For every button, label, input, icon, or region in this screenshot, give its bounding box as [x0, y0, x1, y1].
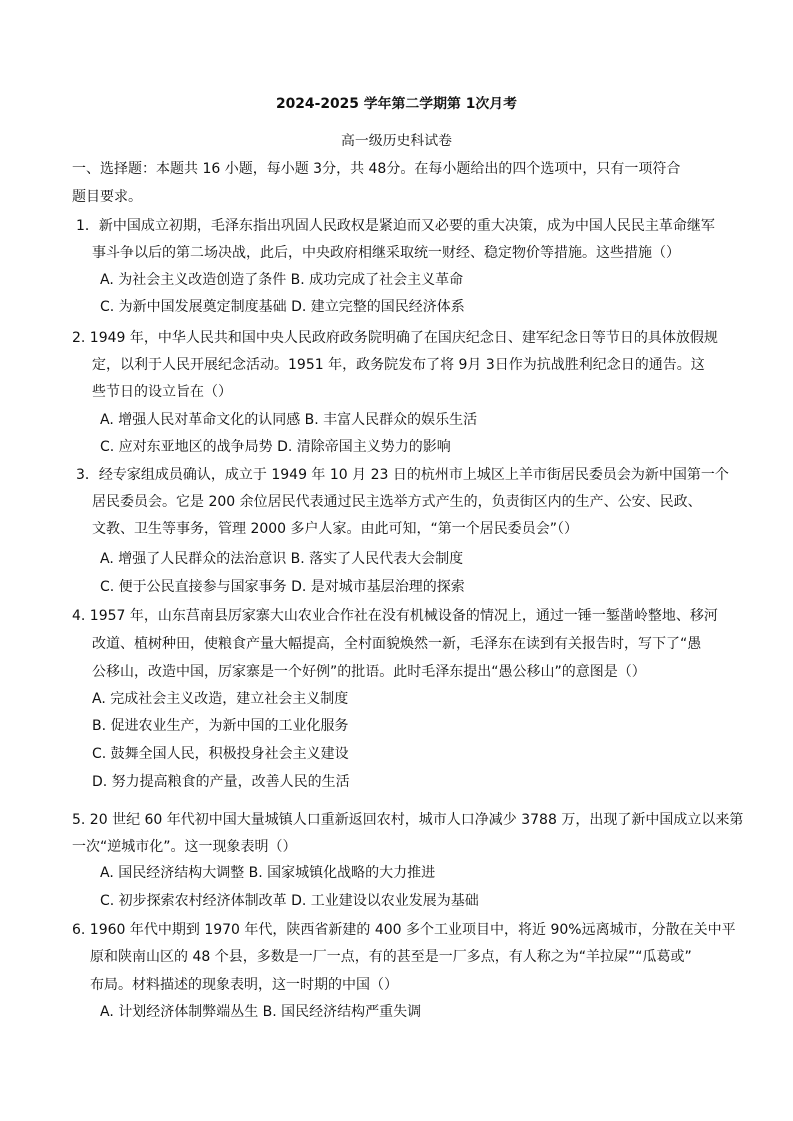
question-5-options-cd: C. 初步探索农村经济体制改革 D. 工业建设以农业发展为基础	[100, 893, 479, 909]
question-2-line-3: 些节日的设立旨在（）	[92, 384, 232, 400]
question-1-options-cd: C. 为新中国发展奠定制度基础 D. 建立完整的国民经济体系	[100, 299, 465, 315]
exam-title: 2024-2025 学年第二学期第 1次月考	[275, 96, 518, 112]
question-6-line-2: 原和陕南山区的 48 个县，多数是一厂一点，有的甚至是一厂多点，有人称之为“羊拉屎”“瓜葛或”	[90, 949, 692, 965]
question-2-options-cd: C. 应对东亚地区的战争局势 D. 清除帝国主义势力的影响	[100, 439, 451, 455]
question-3-line-1: 3．经专家组成员确认，成立于 1949 年 10 月 23 日的杭州市上城区上羊市街居民委员会为新中国第一个	[76, 467, 729, 483]
question-3-options-cd: C. 便于公民直接参与国家事务 D. 是对城市基层治理的探索	[100, 579, 465, 595]
question-5-line-1: 5. 20 世纪 60 年代初中国大量城镇人口重新返回农村，城市人口净减少 3788 万，出现了新中国成立以来第	[72, 812, 744, 828]
question-1-options-ab: A. 为社会主义改造创造了条件 B. 成功完成了社会主义革命	[100, 272, 464, 288]
question-6-options-ab: A. 计划经济体制弊端丛生 B. 国民经济结构严重失调	[100, 1004, 422, 1020]
question-2-line-1: 2. 1949 年，中华人民共和国中央人民政府政务院明确了在国庆纪念日、建军纪念日等节日的具体放假规	[72, 330, 718, 346]
section-instruction-line-2: 题目要求。	[72, 189, 142, 205]
question-2-line-2: 定，以利于人民开展纪念活动。1951 年，政务院发布了将 9月 3日作为抗战胜利纪念日的通告。这	[92, 357, 705, 373]
exam-subtitle: 高一级历史科试卷	[340, 133, 452, 149]
question-3-line-2: 居民委员会。它是 200 余位居民代表通过民主选举方式产生的，负责街区内的生产、公安、民政、	[92, 494, 702, 510]
question-3-options-ab: A. 增强了人民群众的法治意识 B. 落实了人民代表大会制度	[100, 551, 464, 567]
question-4-line-1: 4. 1957 年，山东莒南县厉家寨大山农业合作社在没有机械设备的情况上，通过一锤一錾凿岭整地、移河	[72, 608, 718, 624]
question-6-line-3: 布局。材料描述的现象表明，这一时期的中国（）	[90, 977, 398, 993]
question-4-option-c: C. 鼓舞全国人民，积极投身社会主义建设	[92, 746, 349, 762]
question-1-line-2: 事斗争以后的第二场决战，此后，中央政府相继采取统一财经、稳定物价等措施。这些措施（）	[92, 245, 680, 261]
section-instruction-line-1: 一、选择题：本题共 16 小题，每小题 3分，共 48分。在每小题给出的四个选项中，只有一项符合	[72, 161, 681, 177]
question-2-options-ab: A. 增强人民对革命文化的认同感 B. 丰富人民群众的娱乐生活	[100, 412, 478, 428]
question-4-line-2: 改道、植树种田，使粮食产量大幅提高，全村面貌焕然一新，毛泽东在读到有关报告时，写下了“愚	[92, 636, 702, 652]
question-1-line-1: 1．新中国成立初期，毛泽东指出巩固人民政权是紧迫而又必要的重大决策，成为中国人民民主革命继军	[76, 218, 715, 234]
question-5-options-ab: A. 国民经济结构大调整 B. 国家城镇化战略的大力推进	[100, 865, 436, 881]
question-4-option-a: A. 完成社会主义改造，建立社会主义制度	[92, 691, 349, 707]
question-3-line-3: 文教、卫生等事务，管理 2000 多户人家。由此可知，“第一个居民委员会”（）	[92, 521, 579, 537]
question-4-line-3: 公移山，改造中国，厉家寨是一个好例”的批语。此时毛泽东提出“愚公移山”的意图是（）	[92, 664, 646, 680]
question-4-option-b: B. 促进农业生产，为新中国的工业化服务	[92, 718, 349, 734]
question-4-option-d: D. 努力提高粮食的产量，改善人民的生活	[92, 774, 350, 790]
question-6-line-1: 6. 1960 年代中期到 1970 年代，陕西省新建的 400 多个工业项目中，将近 90%远离城市，分散在关中平	[72, 922, 736, 938]
question-5-line-2: 一次“逆城市化”。这一现象表明（）	[72, 839, 297, 855]
